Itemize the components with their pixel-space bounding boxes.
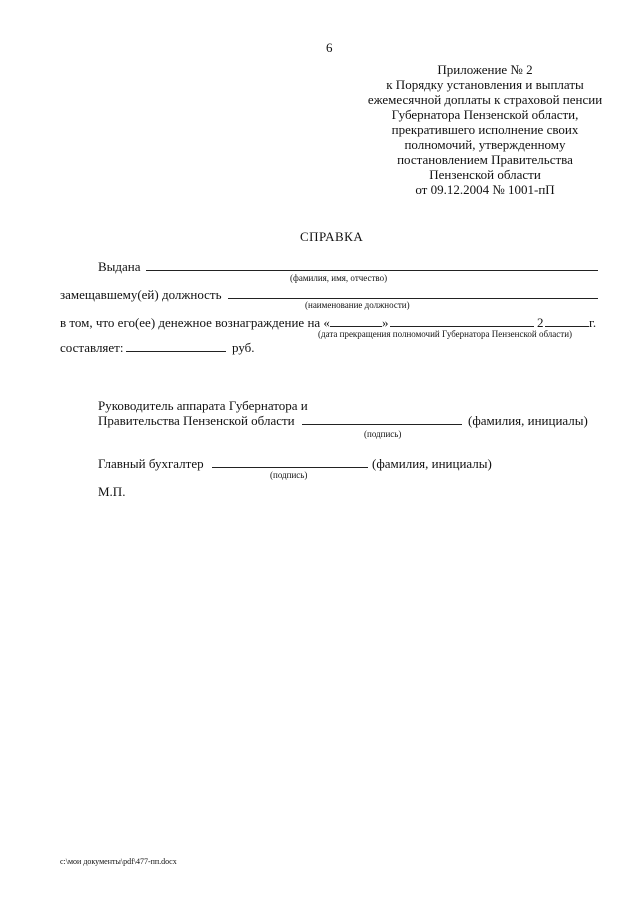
appendix-block <box>360 62 610 197</box>
accountant-label: Главный бухгалтер <box>98 456 204 471</box>
head-signature-line <box>302 424 462 425</box>
appendix-line: Губернатора Пензенской области, <box>391 107 579 122</box>
appendix-line: Приложение № 2 <box>437 62 533 77</box>
currency-label: руб. <box>232 340 255 355</box>
appendix-line: Пензенской области <box>429 167 541 182</box>
position-blank-line <box>228 298 598 299</box>
day-blank-line <box>330 326 382 327</box>
document-title: СПРАВКА <box>300 229 364 244</box>
head-title-line2: Правительства Пензенской области <box>98 413 295 428</box>
appendix-line: к Порядку установления и выплаты <box>386 77 584 92</box>
head-sign-hint: (подпись) <box>364 429 402 439</box>
head-name-hint: (фамилия, инициалы) <box>468 413 588 428</box>
appendix-line: ежемесячной доплаты к страховой пенсии <box>367 92 603 107</box>
issued-blank-line <box>146 270 598 271</box>
seal-mark: М.П. <box>98 484 126 499</box>
appendix-line: полномочий, утвержденному <box>404 137 566 152</box>
footer-file-path: c:\мои документы\pdf\477-пп.docx <box>60 857 177 866</box>
position-hint: (наименование должности) <box>305 300 410 310</box>
appendix-line: от 09.12.2004 № 1001-пП <box>415 182 555 197</box>
accountant-name-hint: (фамилия, инициалы) <box>372 456 492 471</box>
date-hint: (дата прекращения полномочий Губернатора Пензенской области) <box>318 329 573 339</box>
accountant-sign-hint: (подпись) <box>270 470 308 480</box>
appendix-line: постановлением Правительства <box>397 152 573 167</box>
position-label: замещавшему(ей) должность <box>60 287 222 302</box>
month-blank-line <box>390 326 534 327</box>
page-number: 6 <box>326 40 333 55</box>
head-title-line1: Руководитель аппарата Губернатора и <box>98 398 308 413</box>
accountant-signature-line <box>212 467 368 468</box>
amount-blank-line <box>126 351 226 352</box>
quote-close: » <box>382 315 389 330</box>
amount-label: составляет: <box>60 340 124 355</box>
year-suffix: г. <box>589 315 597 330</box>
reward-text: в том, что его(ее) денежное вознаграждение на « <box>60 315 330 330</box>
issued-label: Выдана <box>98 259 141 274</box>
appendix-line: прекратившего исполнение своих <box>391 122 579 137</box>
year-blank-line <box>545 326 589 327</box>
year-prefix: 2 <box>537 315 544 330</box>
issued-hint: (фамилия, имя, отчество) <box>290 273 388 283</box>
